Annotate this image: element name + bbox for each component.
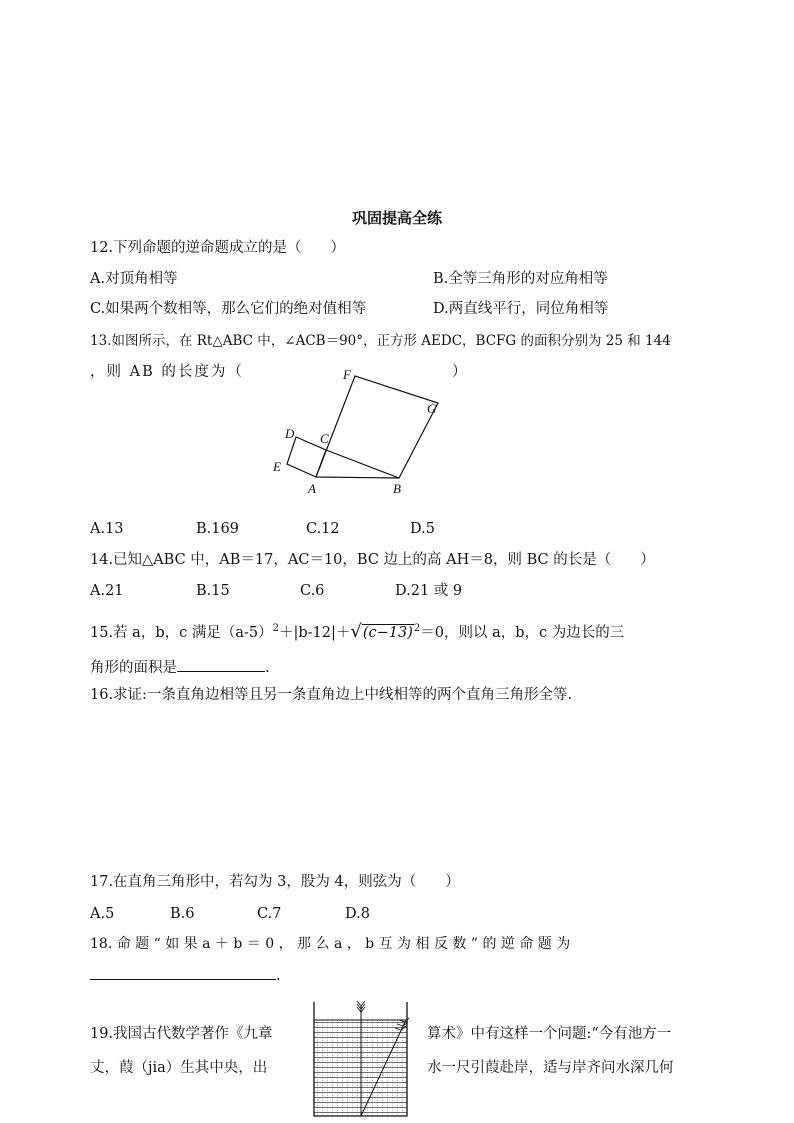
q18-stem: 18. 命 题 “ 如 果 a ＋ b ＝ 0 ， 那 么 a ， b 互 为 相 反 数 ” 的 逆 命 题 为 (90, 936, 571, 952)
q12-option-a: A.对顶角相等 (90, 271, 178, 287)
q13-option-b: B.169 (196, 521, 239, 537)
square-bcfg (316, 376, 438, 478)
q12-stem: 12.下列命题的逆命题成立的是（ ） (90, 240, 346, 256)
radical-sign-icon: √ (350, 621, 362, 642)
q16-stem: 16.求证:一条直角边相等且另一条直角边上中线相等的两个直角三角形全等. (90, 687, 573, 703)
section-title: 巩固提高全练 (351, 209, 442, 227)
q13-option-d: D.5 (410, 521, 435, 537)
q14-option-a: A.21 (90, 583, 124, 599)
q15-part1: 15.若 a，b，c 满足（a-5） (90, 625, 273, 641)
pond-reed-figure (305, 1000, 415, 1120)
q15-part2: ＋|b-12|＋ (278, 625, 351, 641)
q19-line2-left: 丈，葭（jia）生其中央，出 (90, 1060, 268, 1076)
q15-radicand: (c−13) (362, 625, 413, 641)
label-d: D (285, 426, 295, 441)
q13-option-c: C.12 (306, 521, 340, 537)
q15-line2 (90, 656, 270, 678)
q19-line1-left: 19.我国古代数学著作《九章 (90, 1026, 273, 1042)
q14-option-d: D.21 或 9 (395, 583, 463, 599)
q17-option-d: D.8 (345, 906, 370, 922)
q15-line2-end: . (265, 660, 270, 676)
q15-line2-text: 角形的面积是 (90, 660, 177, 676)
q18-answer-blank[interactable] (90, 964, 276, 980)
label-e: E (273, 459, 281, 474)
q19-line1-right: 算术》中有这样一个问题:“今有池方一 (427, 1026, 672, 1042)
q13-figure (268, 362, 448, 502)
q15-answer-blank[interactable] (177, 656, 265, 672)
q15-part3: ＝0，则以 a，b，c 为边长的三 (420, 625, 625, 641)
q14-option-c: C.6 (300, 583, 325, 599)
label-g: G (427, 401, 437, 416)
q13-stem-close: ） (452, 364, 467, 380)
q17-stem: 17.在直角三角形中，若勾为 3，股为 4，则弦为（ ） (90, 874, 460, 890)
q15-line1 (90, 619, 624, 643)
sqrt-expression (350, 619, 420, 643)
q13-option-a: A.13 (90, 521, 124, 537)
q17-option-c: C.7 (257, 906, 282, 922)
q17-option-b: B.6 (170, 906, 195, 922)
q13-stem-line2: ，则 AB 的长度为（ (90, 364, 244, 380)
q15-exponent-1: 2 (272, 623, 279, 634)
q14-stem: 14.已知△ABC 中，AB＝17，AC＝10，BC 边上的高 AH＝8，则 BC 的长是（ ） (90, 552, 655, 568)
q19-line2-right: 水一尺引葭赴岸，适与岸齐问水深几何 (427, 1060, 674, 1076)
q13-stem-line1: 13.如图所示，在 Rt△ABC 中，∠ACB＝90°，正方形 AEDC，BCFG 的面积分别为 25 和 144 (90, 333, 671, 349)
label-b: B (393, 481, 401, 496)
q12-option-c: C.如果两个数相等，那么它们的绝对值相等 (90, 301, 367, 317)
q12-option-b: B.全等三角形的对应角相等 (433, 271, 608, 287)
q15-exponent-2: 2 (413, 623, 421, 634)
q12-option-d: D.两直线平行，同位角相等 (433, 301, 609, 317)
q18-end: . (276, 968, 281, 984)
segment-cb (326, 450, 399, 478)
q17-option-a: A.5 (90, 906, 115, 922)
label-a: A (308, 481, 316, 496)
q14-option-b: B.15 (196, 583, 230, 599)
label-c: C (320, 431, 329, 446)
label-f: F (343, 367, 351, 382)
q18-answer-line (90, 964, 281, 986)
